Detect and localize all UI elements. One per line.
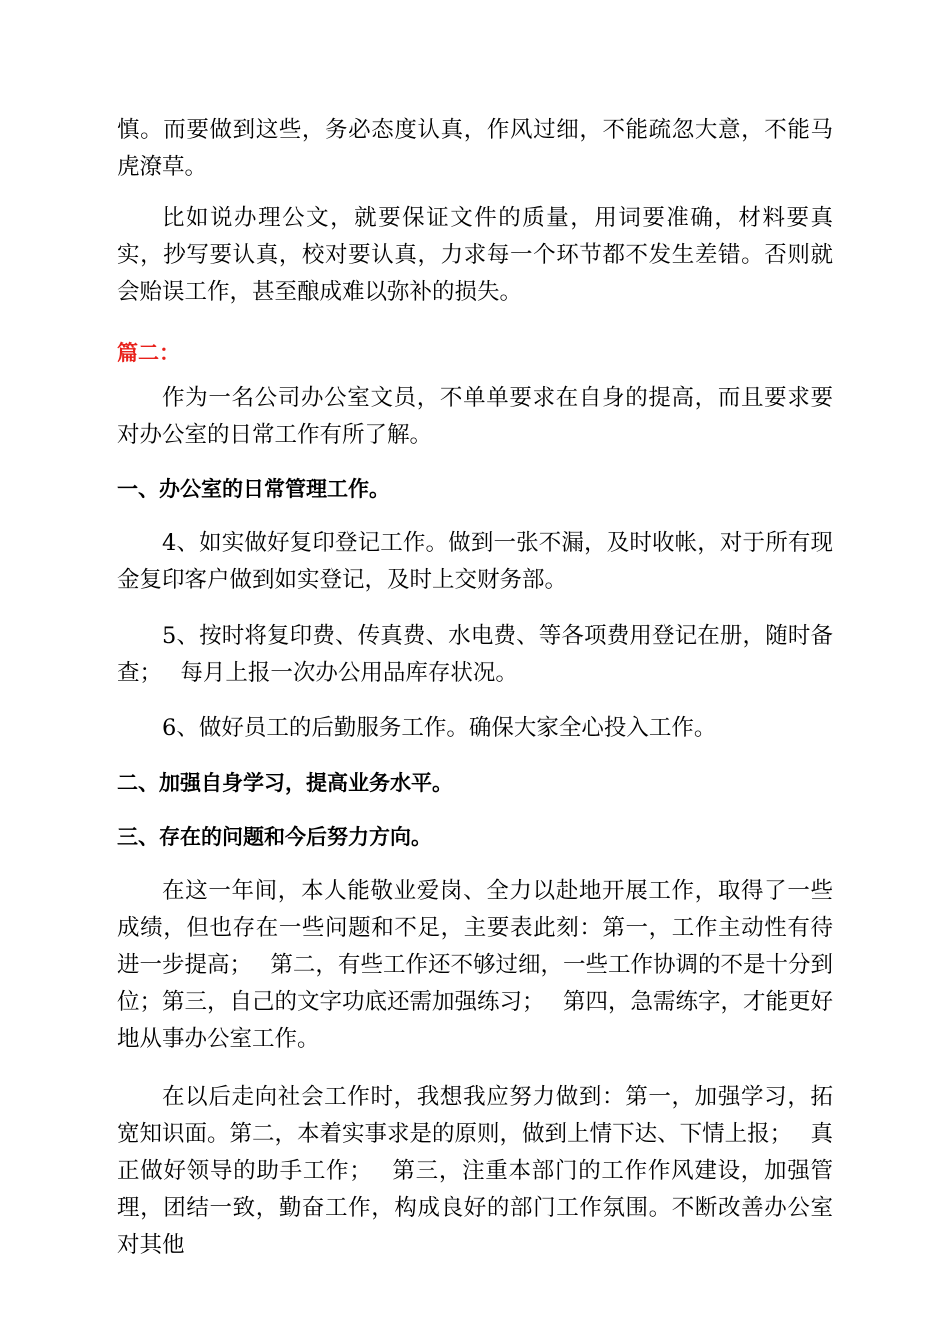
paragraph-official-documents: 比如说办理公文，就要保证文件的质量，用词要准确，材料要真实，抄写要认真，校对要认真，力求每一个环节都不发生差错。否则就会贻误工作，甚至酿成难以弥补的损失。 [117, 205, 833, 305]
paragraph-intro: 作为一名公司办公室文员，不单单要求在自身的提高，而且要求要对办公室的日常工作有所了解。 [117, 385, 833, 448]
list-item-5: 5、按时将复印费、传真费、水电费、等各项费用登记在册，随时备查； 每月上报一次办公用品库存状况。 [117, 623, 833, 686]
heading-daily-management: 一、办公室的日常管理工作。 [117, 477, 390, 501]
list-item-4: 4、如实做好复印登记工作。做到一张不漏，及时收帐，对于所有现金复印客户做到如实登记，及时上交财务部。 [117, 530, 833, 593]
heading-self-study: 二、加强自身学习，提高业务水平。 [117, 771, 453, 795]
section-title: 篇二： [117, 341, 180, 365]
paragraph-future: 在以后走向社会工作时，我想我应努力做到：第一，加强学习，拓宽知识面。第二，本着实事求是的原则，做到上情下达、下情上报； 真正做好领导的助手工作； 第三，注重本部门的工作作风建设，加强管理，团结一致，勤奋工作，构成良好的部门工作氛围。不断改善办公室对其他 [117, 1084, 833, 1258]
heading-problems-direction: 三、存在的问题和今后努力方向。 [117, 825, 432, 849]
list-item-6: 6、做好员工的后勤服务工作。确保大家全心投入工作。 [162, 715, 717, 741]
paragraph-continued: 慎。而要做到这些，务必态度认真，作风过细，不能疏忽大意，不能马虎潦草。 [117, 117, 833, 180]
paragraph-problems: 在这一年间，本人能敬业爱岗、全力以赴地开展工作，取得了一些成绩，但也存在一些问题和不足，主要表此刻：第一，工作主动性有待进一步提高； 第二，有些工作还不够过细，一些工作协调的不是十分到位；第三，自己的文字功底还需加强练习； 第四，急需练字，才能更好地从事办公室工作。 [117, 878, 833, 1052]
